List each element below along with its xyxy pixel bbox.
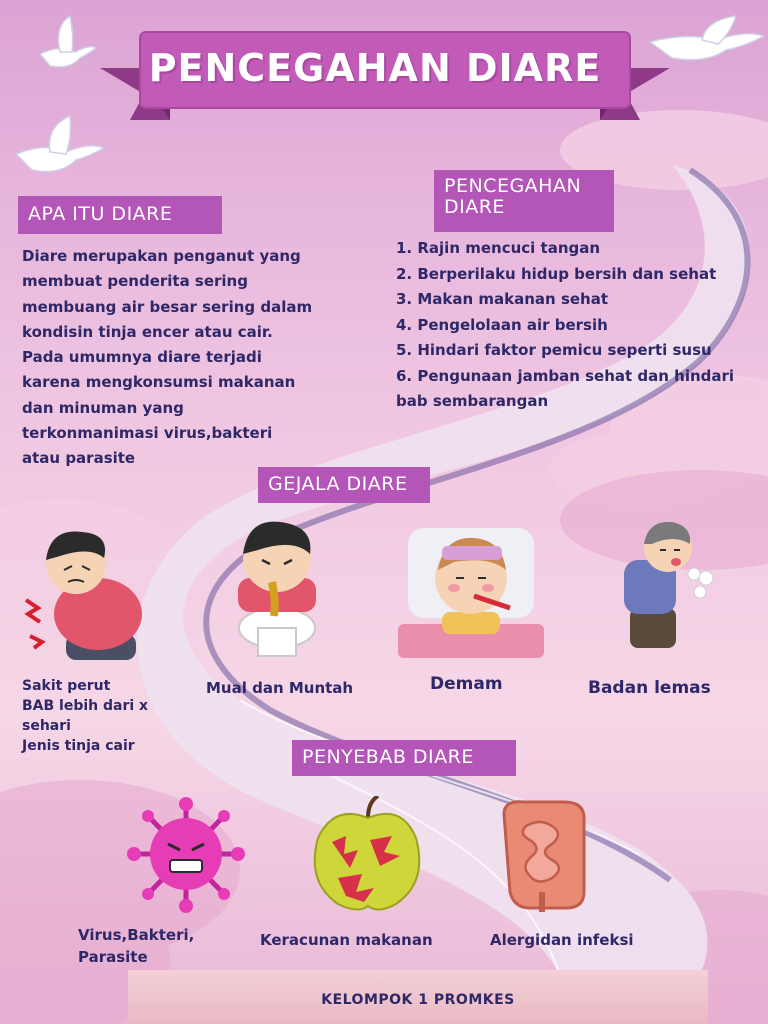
intestine-icon [490, 796, 596, 916]
caption-alergi-infeksi: Alergidan infeksi [490, 931, 634, 949]
caption-badan-lemas: Badan lemas [588, 678, 711, 698]
footer-banner [128, 970, 708, 1024]
dove-icon [10, 112, 110, 184]
stomach-ache-person [20, 516, 150, 670]
caption-keracunan: Keracunan makanan [260, 931, 433, 949]
list-item: 2. Berperilaku hidup bersih dan sehat [396, 264, 717, 283]
virus-icon [124, 796, 248, 914]
weak-person [618, 516, 718, 656]
caption-virus-bakteri: Virus,Bakteri, Parasite [78, 926, 195, 966]
list-item: 4. Pengelolaan air bersih [396, 315, 608, 334]
dove-icon [30, 14, 100, 80]
fever-person [398, 516, 544, 658]
penyebab-diare-label: PENYEBAB DIARE [292, 740, 516, 776]
pencegahan-label-line2: DIARE [444, 195, 505, 218]
footer-text: KELOMPOK 1 PROMKES [321, 992, 515, 1008]
list-item: 3. Makan makanan sehat [396, 290, 609, 308]
apa-itu-diare-label: APA ITU DIARE [18, 196, 222, 234]
list-item: 1. Rajin mencuci tangan [396, 239, 601, 257]
list-item: 6. Pengunaan jamban sehat dan hindari bab sembarangan [396, 366, 735, 410]
pencegahan-list [396, 236, 746, 415]
pencegahan-diare-label [434, 170, 614, 232]
pencegahan-label-line1: PENCEGAHAN [444, 175, 582, 197]
caption-demam: Demam [430, 674, 503, 694]
vomiting-person [228, 516, 326, 658]
caption-sakit-perut: Sakit perut BAB lebih dari x sehari Jenis tinja cair [22, 678, 149, 754]
page-title: PENCEGAHAN DIARE [148, 46, 602, 90]
list-item: 5. Hindari faktor pemicu seperti susu [396, 341, 712, 359]
rotten-apple-icon [310, 796, 424, 914]
gejala-diare-label: GEJALA DIARE [258, 467, 430, 503]
apa-itu-diare-text: Diare merupakan penganut yang membuat penderita sering membuang air besar sering dalam kondisin tinja encer atau cair. Pada umumnya diare terjadi karena mengkonsumsi makanan dan minuman yang terkonmanimasi virus,bakteri atau parasite [22, 247, 313, 468]
caption-mual-muntah: Mual dan Muntah [206, 679, 354, 697]
